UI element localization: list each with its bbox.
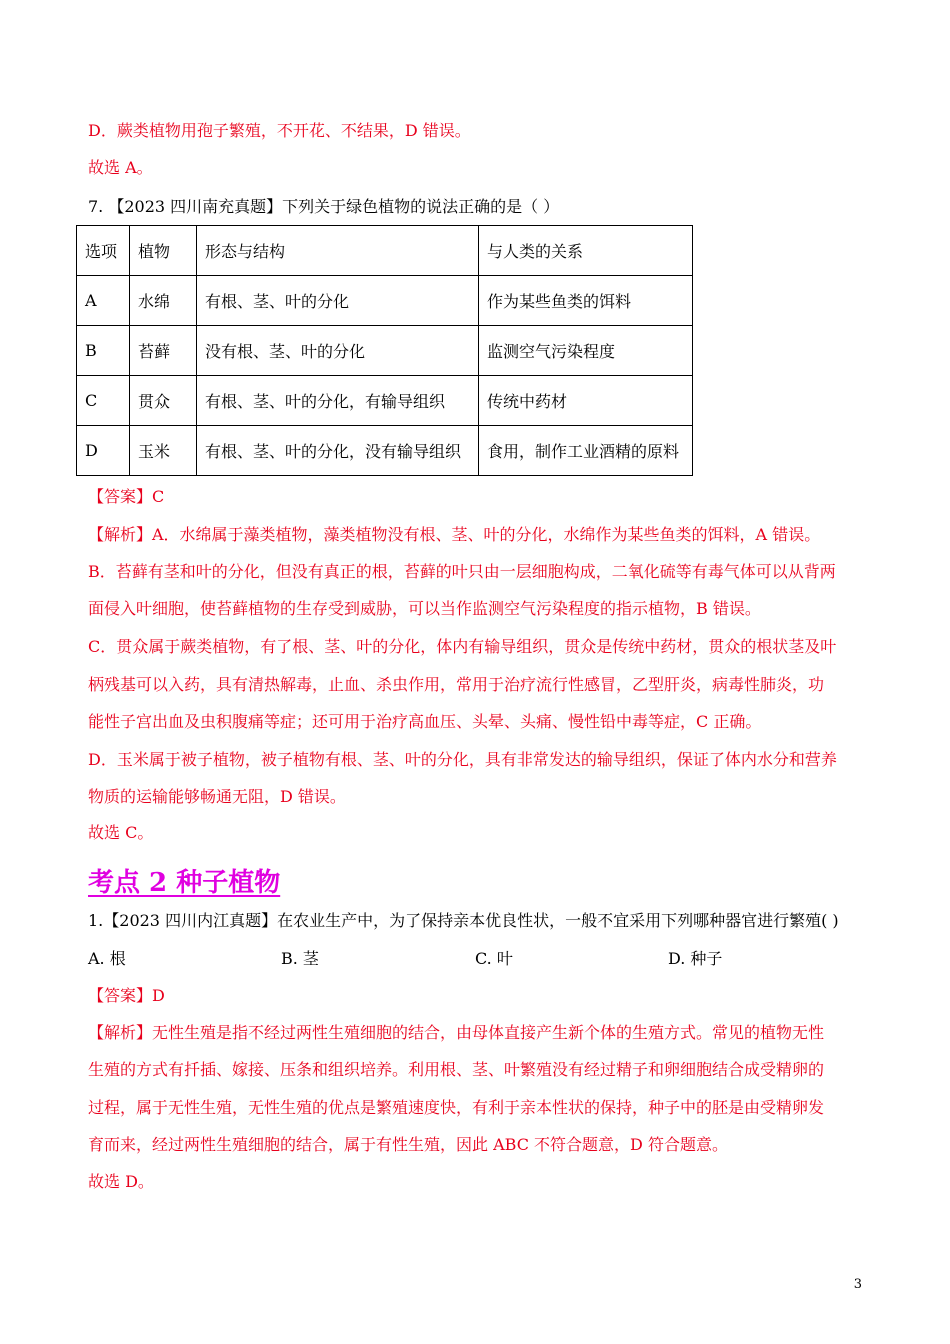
- q7-table: [76, 225, 693, 476]
- q1-analysis-line: 过程，属于无性生殖，无性生殖的优点是繁殖速度快，有利于亲本性状的保持，种子中的胚是由受精卵发: [88, 1098, 825, 1117]
- table-cell: A: [77, 276, 130, 326]
- table-cell: B: [77, 326, 130, 376]
- section-title: 考点 2 种子植物: [88, 868, 281, 898]
- q1-analysis-line: 生殖的方式有扦插、嫁接、压条和组织培养。利用根、茎、叶繁殖没有经过精子和卵细胞结合成受精卵的: [88, 1060, 825, 1079]
- q1-analysis-line: 育而来，经过两性生殖细胞的结合，属于有性生殖，因此 ABC 不符合题意，D 符合题意。: [88, 1135, 728, 1154]
- q1-analysis-line: 【解析】无性生殖是指不经过两性生殖细胞的结合，由母体直接产生新个体的生殖方式。常见的植物无性: [88, 1023, 825, 1042]
- q1-option-c: C. 叶: [475, 949, 513, 968]
- table-cell: 作为某些鱼类的饵料: [479, 276, 693, 326]
- q1-option-d: D. 种子: [668, 949, 723, 968]
- q1-stem: 1.【2023 四川内江真题】在农业生产中，为了保持亲本优良性状，一般不宜采用下列哪种器官进行繁殖( ): [88, 911, 839, 930]
- q7-analysis-line: 柄残基可以入药，具有清热解毒，止血、杀虫作用，常用于治疗流行性感冒，乙型肝炎，病毒性肺炎，功: [88, 675, 825, 694]
- q7-analysis-line: 物质的运输能够畅通无阻，D 错误。: [88, 787, 346, 806]
- q7-stem: 7. 【2023 四川南充真题】下列关于绿色植物的说法正确的是（ ）: [88, 197, 560, 216]
- table-row: [77, 426, 693, 476]
- q1-choose: 故选 D。: [88, 1172, 154, 1191]
- table-cell: 监测空气污染程度: [479, 326, 693, 376]
- table-cell: 传统中药材: [479, 376, 693, 426]
- q7-analysis-line: B．苔藓有茎和叶的分化，但没有真正的根，苔藓的叶只由一层细胞构成，二氧化硫等有毒气体可以从背两: [88, 562, 836, 581]
- table-cell: 贯众: [130, 376, 197, 426]
- q1-option-a: A. 根: [88, 949, 126, 968]
- table-header-row: [77, 226, 693, 276]
- table-row: [77, 326, 693, 376]
- table-cell: 有根、茎、叶的分化: [197, 276, 479, 326]
- prev-choose: 故选 A。: [88, 158, 153, 177]
- table-cell: 玉米: [130, 426, 197, 476]
- table-cell: 水绵: [130, 276, 197, 326]
- q7-analysis-line: C．贯众属于蕨类植物，有了根、茎、叶的分化，体内有输导组织，贯众是传统中药材，贯众的根状茎及叶: [88, 637, 837, 656]
- q7-analysis-line: 面侵入叶细胞，使苔藓植物的生存受到威胁，可以当作监测空气污染程度的指示植物，B 错误。: [88, 599, 761, 618]
- table-row: [77, 276, 693, 326]
- table-cell: 有根、茎、叶的分化，有输导组织: [197, 376, 479, 426]
- q1-option-b: B. 茎: [281, 949, 319, 968]
- table-header: 选项: [77, 226, 130, 276]
- q1-answer: 【答案】D: [88, 986, 165, 1005]
- table-header: 与人类的关系: [479, 226, 693, 276]
- q7-choose: 故选 C。: [88, 823, 154, 842]
- table-cell: 食用，制作工业酒精的原料: [479, 426, 693, 476]
- page-number: 3: [853, 1277, 862, 1292]
- table-cell: 苔藓: [130, 326, 197, 376]
- table-header: 形态与结构: [197, 226, 479, 276]
- table-cell: C: [77, 376, 130, 426]
- q7-answer: 【答案】C: [88, 487, 165, 506]
- prev-analysis-d: D．蕨类植物用孢子繁殖，不开花、不结果，D 错误。: [88, 121, 471, 140]
- table-cell: 没有根、茎、叶的分化: [197, 326, 479, 376]
- table-cell: 有根、茎、叶的分化，没有输导组织: [197, 426, 479, 476]
- table-header: 植物: [130, 226, 197, 276]
- table-row: [77, 376, 693, 426]
- table-cell: D: [77, 426, 130, 476]
- q7-analysis-line: 【解析】A．水绵属于藻类植物，藻类植物没有根、茎、叶的分化，水绵作为某些鱼类的饵料，A 错误。: [88, 525, 821, 544]
- q7-analysis-line: D．玉米属于被子植物，被子植物有根、茎、叶的分化，具有非常发达的输导组织，保证了体内水分和营养: [88, 750, 837, 769]
- q7-analysis-line: 能性子宫出血及虫积腹痛等症；还可用于治疗高血压、头晕、头痛、慢性铅中毒等症，C 正确。: [88, 712, 762, 731]
